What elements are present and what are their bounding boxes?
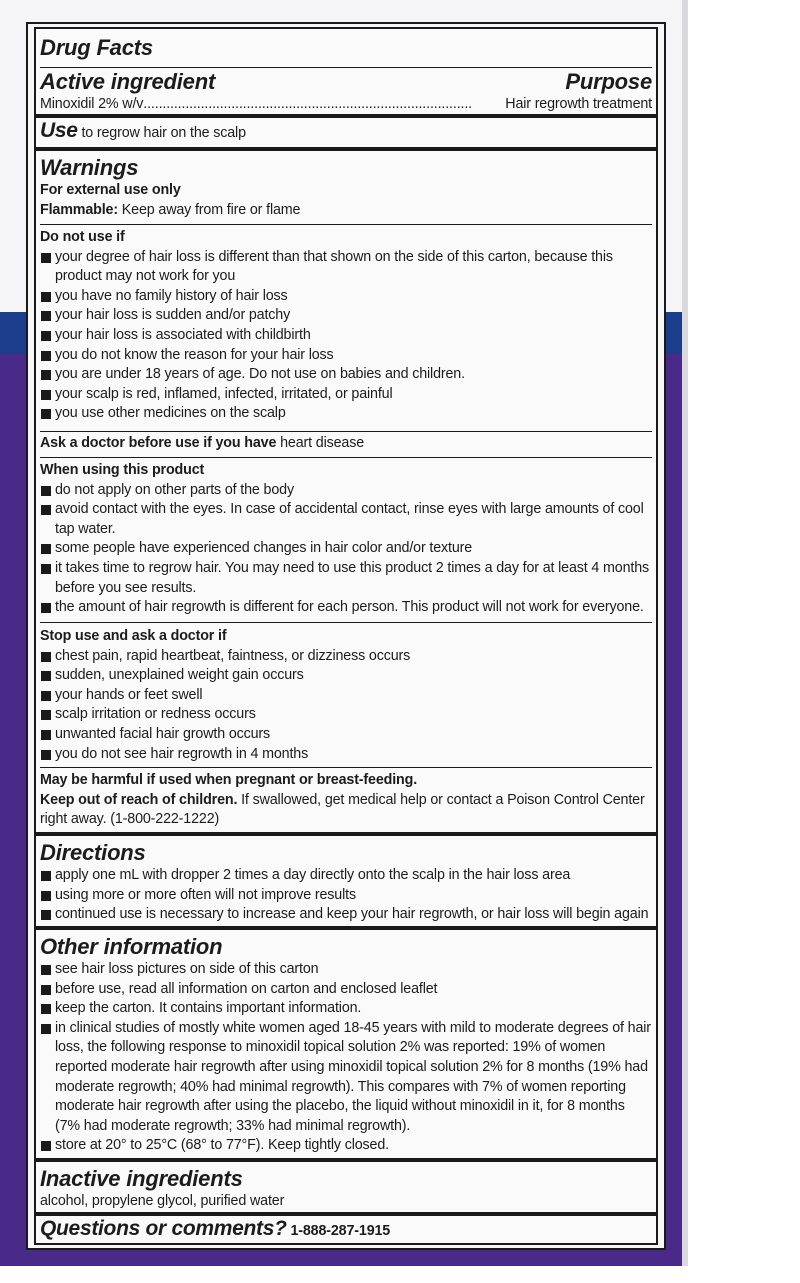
other-information-heading: Other information [40, 934, 223, 959]
list-item: chest pain, rapid heartbeat, faintness, or dizziness occurs [40, 647, 652, 667]
do-not-use-heading: Do not use if [40, 229, 125, 245]
list-item: store at 20° to 25°C (68° to 77°F). Keep tightly closed. [40, 1136, 652, 1156]
list-item: avoid contact with the eyes. In case of accidental contact, rinse eyes with large amounts of cool tap water. [40, 500, 652, 539]
use-text: to regrow hair on the scalp [77, 125, 246, 141]
purpose-heading: Purpose [565, 69, 652, 94]
directions-section [40, 840, 652, 925]
when-using-heading: When using this product [40, 462, 205, 478]
section-divider [40, 622, 652, 623]
external-use-text: For external use only [40, 182, 181, 198]
warnings-heading: Warnings [40, 155, 139, 180]
list-item: some people have experienced changes in hair color and/or texture [40, 539, 652, 559]
list-item: you do not see hair regrowth in 4 months [40, 745, 652, 765]
active-ingredient-name: Minoxidil 2% w/v [40, 96, 144, 112]
ask-doctor-text: heart disease [276, 435, 364, 451]
questions-phone: 1-888-287-1915 [286, 1223, 391, 1239]
use-section [40, 121, 652, 144]
drug-facts-title: Drug Facts [40, 35, 153, 60]
carton-edge [682, 0, 688, 1266]
ask-doctor-label: Ask a doctor before use if you have [40, 435, 277, 451]
drug-facts-panel [26, 22, 666, 1250]
list-item: see hair loss pictures on side of this carton [40, 960, 652, 980]
list-item: unwanted facial hair growth occurs [40, 725, 652, 745]
leader-dots: ...................................................................................... [143, 96, 472, 112]
drug-facts-inner-border [34, 27, 658, 1245]
ask-doctor-section [40, 434, 652, 454]
list-item: your hair loss is associated with childbirth [40, 326, 652, 346]
section-divider [40, 767, 652, 768]
questions-heading: Questions or comments? [40, 1217, 287, 1240]
list-item: your hair loss is sudden and/or patchy [40, 306, 652, 326]
keep-out-label: Keep out of reach of children. [40, 791, 238, 808]
stop-use-heading: Stop use and ask a doctor if [40, 628, 227, 644]
list-item: before use, read all information on carton and enclosed leaflet [40, 980, 652, 1000]
keep-out-text: If swallowed, get medical help or contact a Poison Control Center right away. (1-800-222-1222) [40, 791, 645, 828]
list-item: you have no family history of hair loss [40, 287, 652, 307]
list-item: sudden, unexplained weight gain occurs [40, 666, 652, 686]
list-item: you do not know the reason for your hair loss [40, 346, 652, 366]
list-item: you are under 18 years of age. Do not use on babies and children. [40, 365, 652, 385]
inactive-ingredients-heading: Inactive ingredients [40, 1166, 243, 1191]
other-information-section [40, 934, 652, 1156]
divider-bar [36, 1158, 656, 1162]
active-ingredient-heading: Active ingredient [40, 69, 216, 94]
inactive-ingredients-section [40, 1166, 652, 1212]
title-divider [40, 67, 652, 68]
divider-bar [36, 1212, 656, 1216]
list-item: apply one mL with dropper 2 times a day directly onto the scalp in the hair loss area [40, 866, 652, 886]
divider-bar [36, 147, 656, 151]
list-item: your scalp is red, inflamed, infected, irritated, or painful [40, 385, 652, 405]
list-item: do not apply on other parts of the body [40, 481, 652, 501]
when-using-section [40, 461, 652, 618]
list-item: the amount of hair regrowth is different for each person. This product will not work for everyone. [40, 598, 652, 618]
divider-bar [36, 114, 656, 118]
list-item: your hands or feet swell [40, 686, 652, 706]
keep-out-line [40, 791, 652, 830]
directions-heading: Directions [40, 840, 146, 865]
active-heading-row [40, 69, 652, 95]
list-item: it takes time to regrow hair. You may need to use this product 2 times a day for at least 4 months before you see results. [40, 559, 652, 598]
list-item: using more or more often will not improve results [40, 886, 652, 906]
questions-section [40, 1219, 652, 1242]
warnings-section [40, 155, 652, 220]
inactive-ingredients-text: alcohol, propylene glycol, purified water [40, 1193, 285, 1209]
section-divider [40, 431, 652, 432]
divider-bar [36, 832, 656, 836]
list-item: your degree of hair loss is different than that shown on the side of this carton, because this product may not work for you [40, 248, 652, 287]
list-item: in clinical studies of mostly white women aged 18-45 years with mild to moderate degrees of hair loss, the following response to minoxidil topical solution 2% was reported: 19% of women reported moderate hair regrowth after using minoxidil topical solution 2% for 8 months (19% had moderate regrowth; 40% had minimal regrowth). This compares with 7% of women reporting moderate hair regrowth after using the placebo, the liquid without minoxidil in it, for 8 months (7% had moderate regrowth; 33% had minimal regrowth). [40, 1019, 652, 1137]
flammable-text: Keep away from fire or flame [117, 201, 301, 218]
active-ingredient-section [40, 35, 652, 61]
pregnancy-warning: May be harmful if used when pregnant or breast-feeding. [40, 772, 418, 788]
section-divider [40, 457, 652, 458]
divider-bar [36, 926, 656, 930]
page-background-right [685, 0, 800, 1283]
do-not-use-section [40, 228, 652, 424]
stop-use-section [40, 627, 652, 764]
list-item: scalp irritation or redness occurs [40, 705, 652, 725]
active-ingredient-block [40, 69, 652, 115]
list-item: continued use is necessary to increase and keep your hair regrowth, or hair loss will begin again [40, 905, 652, 925]
active-ingredient-purpose: Hair regrowth treatment [505, 96, 652, 112]
flammable-line [40, 201, 652, 221]
list-item: keep the carton. It contains important information. [40, 999, 652, 1019]
use-heading: Use [40, 119, 78, 142]
active-ingredient-row [40, 95, 652, 115]
pregnancy-children-section [40, 771, 652, 830]
flammable-label: Flammable: [40, 201, 118, 218]
section-divider [40, 224, 652, 225]
list-item: you use other medicines on the scalp [40, 404, 652, 424]
